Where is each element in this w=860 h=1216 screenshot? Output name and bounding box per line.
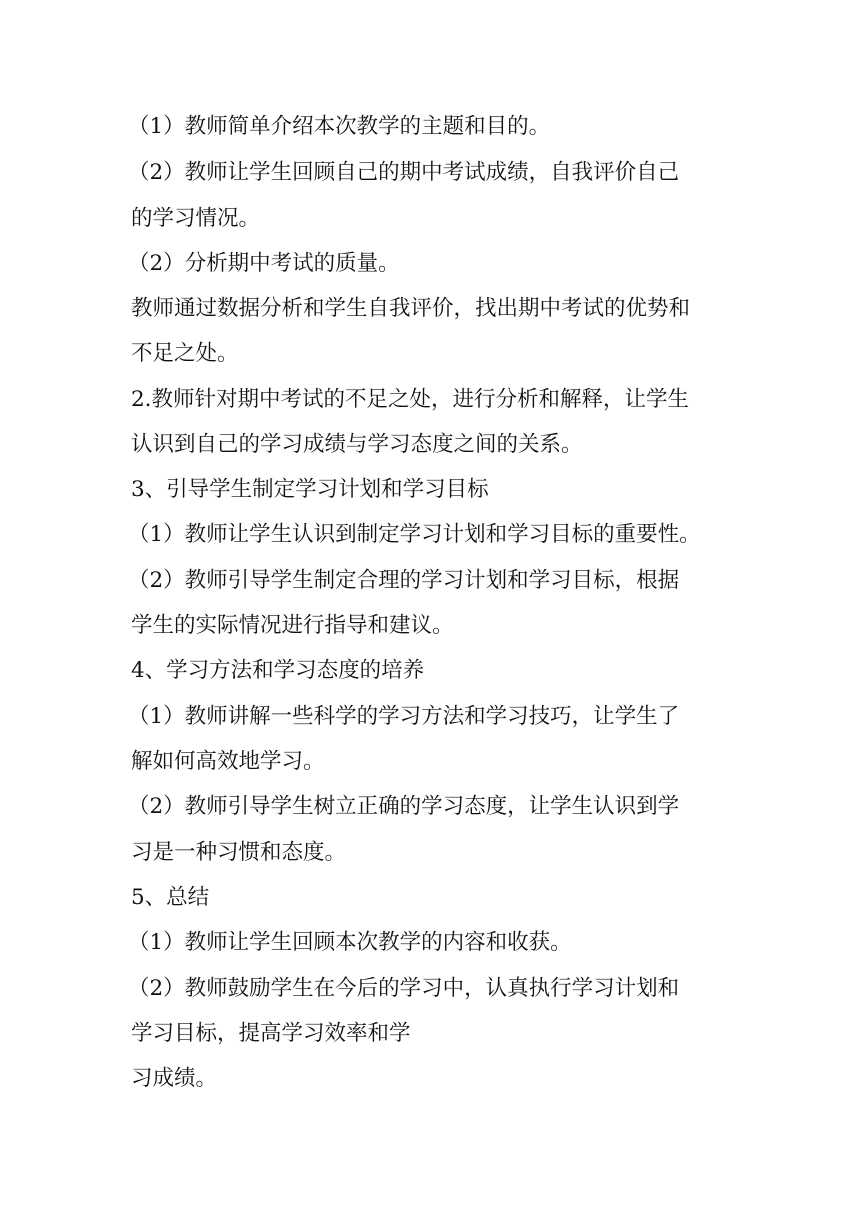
text-line: 认识到自己的学习成绩与学习态度之间的关系。	[131, 432, 583, 457]
text-line: （1）教师讲解一些科学的学习方法和学习技巧，让学生了	[128, 704, 680, 729]
text-line: （1）教师让学生回顾本次教学的内容和收获。	[128, 930, 572, 955]
text-line: （2）教师引导学生树立正确的学习态度，让学生认识到学	[128, 794, 680, 819]
text-line: 习成绩。	[131, 1066, 218, 1091]
text-line: 解如何高效地学习。	[131, 749, 325, 774]
text-line: （2）教师鼓励学生在今后的学习中，认真执行学习计划和	[128, 976, 680, 1001]
text-line: （2）教师让学生回顾自己的期中考试成绩，自我评价自己	[128, 160, 680, 185]
text-line: （2）分析期中考试的质量。	[128, 251, 400, 276]
text-line: 学生的实际情况进行指导和建议。	[131, 613, 454, 638]
text-line: 教师通过数据分析和学生自我评价，找出期中考试的优势和	[131, 296, 691, 321]
text-line: 的学习情况。	[131, 206, 261, 231]
text-line: （1）教师让学生认识到制定学习计划和学习目标的重要性。	[128, 522, 701, 547]
text-line: （2）教师引导学生制定合理的学习计划和学习目标，根据	[128, 568, 680, 593]
section-heading: 4、学习方法和学习态度的培养	[131, 658, 425, 683]
section-heading: 3、引导学生制定学习计划和学习目标	[131, 477, 489, 502]
text-line: 不足之处。	[131, 341, 239, 366]
text-line: 习是一种习惯和态度。	[131, 840, 347, 865]
text-line: 2.教师针对期中考试的不足之处，进行分析和解释，让学生	[131, 387, 690, 412]
section-heading: 5、总结	[131, 885, 210, 910]
text-line: （1）教师简单介绍本次教学的主题和目的。	[128, 114, 551, 139]
text-line: 学习目标，提高学习效率和学	[131, 1021, 411, 1046]
